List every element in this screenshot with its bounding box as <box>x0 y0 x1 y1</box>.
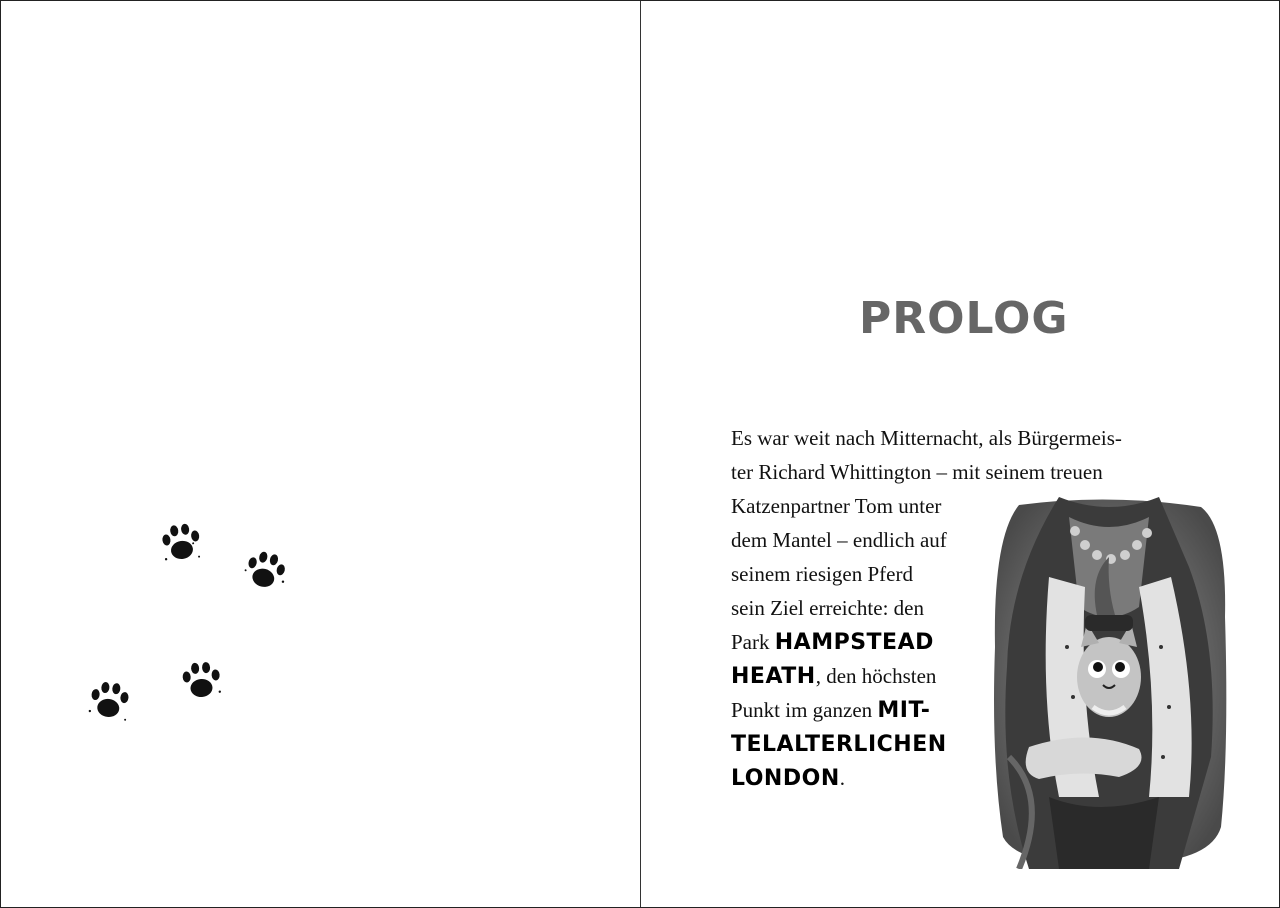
emphasized-word: TELALTERLICHEN <box>731 732 947 757</box>
text-span: Katzenpartner Tom unter <box>731 494 942 518</box>
prologue-paragraph <box>731 421 1181 795</box>
paw-print-icon <box>175 655 226 706</box>
text-line <box>731 421 1181 455</box>
text-span: , den höchsten <box>815 664 937 688</box>
text-span: ter Richard Whittington – mit seinem treuen <box>731 460 1103 484</box>
text-line <box>731 489 1181 523</box>
left-page <box>1 1 640 907</box>
emphasized-place-name: HEATH <box>731 664 816 689</box>
emphasized-place-name: LONDON <box>731 766 840 791</box>
paw-print-icon <box>83 675 136 728</box>
chapter-title: PROLOG <box>859 293 1069 344</box>
text-span: sein Ziel erreichte: den <box>731 596 924 620</box>
text-span: seinem riesigen Pferd <box>731 562 913 586</box>
text-span: . <box>839 766 845 790</box>
text-span: Punkt im ganzen <box>731 698 878 722</box>
text-line <box>731 557 1181 591</box>
paw-print-icon <box>236 542 294 600</box>
paw-print-icon <box>154 516 208 570</box>
text-line <box>731 693 1181 727</box>
text-line <box>731 625 1181 659</box>
text-line <box>731 523 1181 557</box>
text-line <box>731 761 1181 795</box>
text-line <box>731 659 1181 693</box>
text-line <box>731 455 1181 489</box>
emphasized-word: MIT- <box>877 698 931 723</box>
text-span: Es war weit nach Mitternacht, als Bürgermeis- <box>731 426 1122 450</box>
text-span: dem Mantel – endlich auf <box>731 528 947 552</box>
text-line <box>731 591 1181 625</box>
emphasized-place-name: HAMPSTEAD <box>774 630 934 655</box>
text-line <box>731 727 1181 761</box>
text-span: Park <box>731 630 775 654</box>
right-page <box>641 1 1279 907</box>
